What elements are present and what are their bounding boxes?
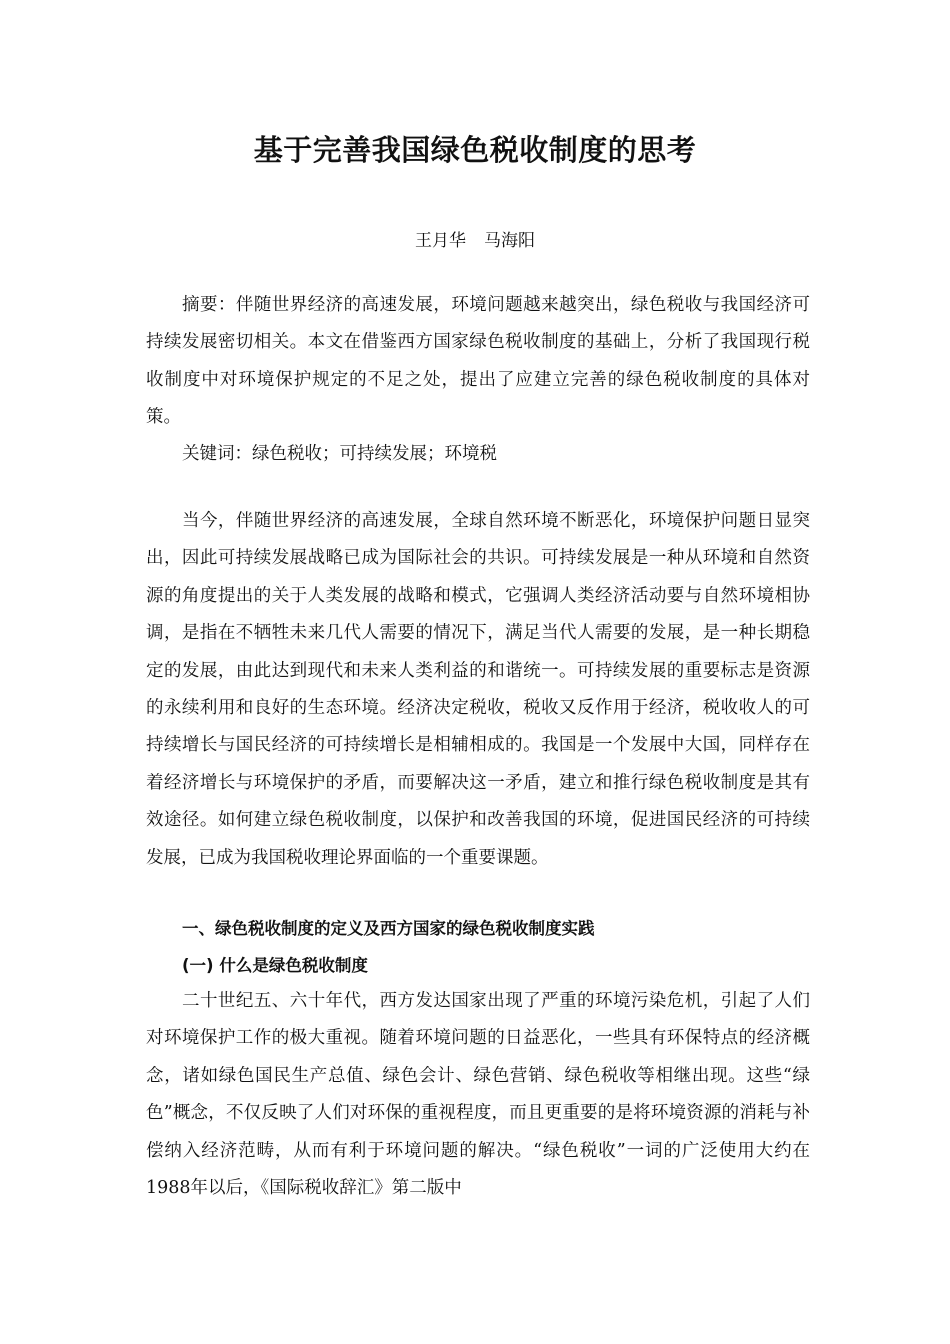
document-title: 基于完善我国绿色税收制度的思考 [253, 133, 697, 167]
subsection-heading: (一) 什么是绿色税收制度 [182, 956, 368, 975]
body-paragraph: 二十世纪五、六十年代，西方发达国家出现了严重的环境污染危机，引起了人们对环境保护工作的极大重视。随着环境问题的日益恶化，一些具有环保特点的经济概念，诸如绿色国民生产总值、绿色会计、绿色营销、绿色税收等相继出现。这些“绿色”概念，不仅反映了人们对环保的重视程度，而且更重要的是将环境资源的消耗与补偿纳入经济范畴，从而有利于环境问题的解决。“绿色税收”一词的广泛使用大约在1988年以后，《国际税收辞汇》第二版中 [146, 991, 810, 1199]
author-line [0, 226, 950, 251]
abstract-paragraph: 摘要：伴随世界经济的高速发展，环境问题越来越突出，绿色税收与我国经济可持续发展密切相关。本文在借鉴西方国家绿色税收制度的基础上，分析了我国现行税收制度中对环境保护规定的不足之处，提出了应建立完善的绿色税收制度的具体对策。 [146, 295, 810, 428]
body-paragraph: 当今，伴随世界经济的高速发展，全球自然环境不断恶化，环境保护问题日显突出，因此可持续发展战略已成为国际社会的共识。可持续发展是一种从环境和自然资源的角度提出的关于人类发展的战略和模式，它强调人类经济活动要与自然环境相协调，是指在不牺牲未来几代人需要的情况下，满足当代人需要的发展，是一种长期稳定的发展，由此达到现代和未来人类利益的和谐统一。可持续发展的重要标志是资源的永续利用和良好的生态环境。经济决定税收，税收又反作用于经济，税收收人的可持续增长与国民经济的可持续增长是相辅相成的。我国是一个发展中大国，同样存在着经济增长与环境保护的矛盾，而要解决这一矛盾，建立和推行绿色税收制度是其有效途径。如何建立绿色税收制度，以保护和改善我国的环境，促进国民经济的可持续发展，已成为我国税收理论界面临的一个重要课题。 [146, 511, 810, 868]
author-name: 马海阳 [484, 231, 535, 251]
keywords-section [146, 436, 810, 473]
section-heading: 一、绿色税收制度的定义及西方国家的绿色税收制度实践 [182, 919, 595, 938]
section-body [146, 983, 810, 1207]
intro-section [146, 503, 810, 877]
author-name: 王月华 [415, 231, 466, 251]
abstract-section [146, 287, 810, 437]
keywords-line: 关键词：绿色税收；可持续发展；环境税 [182, 444, 497, 464]
